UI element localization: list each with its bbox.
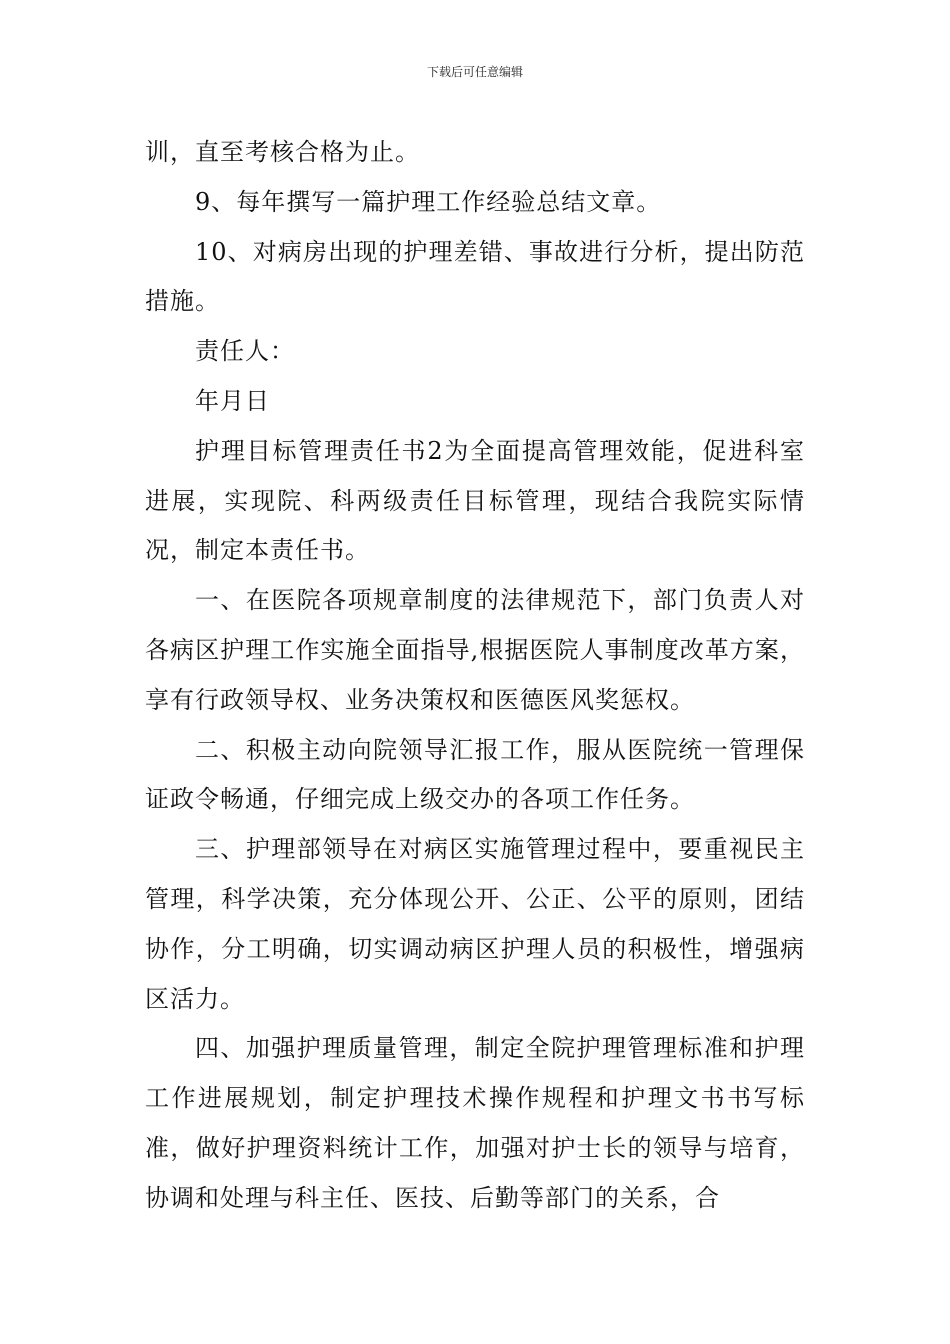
paragraph-section-4: 四、加强护理质量管理，制定全院护理管理标准和护理工作进展规划，制定护理技术操作规程和护理文书书写标准，做好护理资料统计工作，加强对护士长的领导与培育，协调和处理与科主任、医技、后勤等部门的关系，合 (145, 1034, 805, 1212)
responsible-person-line: 责任人： (195, 337, 295, 366)
paragraph-continuation: 训，直至考核合格为止。 (145, 138, 420, 166)
paragraph-item-10: 10、对病房出现的护理差错、事故进行分析，提出防范措施。 (145, 237, 805, 316)
paragraph-section-3: 三、护理部领导在对病区实施管理过程中，要重视民主管理，科学决策，充分体现公开、公正、公平的原则，团结协作，分工明确，切实调动病区护理人员的积极性，增强病区活力。 (145, 835, 805, 1013)
paragraph-section-1: 一、在医院各项规章制度的法律规范下，部门负责人对各病区护理工作实施全面指导,根据医院人事制度改革方案，享有行政领导权、业务决策权和医德医风奖惩权。 (145, 586, 805, 714)
paragraph-section-2: 二、积极主动向院领导汇报工作，服从医院统一管理保证政令畅通，仔细完成上级交办的各项工作任务。 (145, 735, 805, 814)
date-line: 年月日 (195, 386, 270, 415)
document-body (145, 128, 805, 1224)
paragraph-intro: 护理目标管理责任书2为全面提高管理效能，促进科室进展，实现院、科两级责任目标管理，现结合我院实际情况，制定本责任书。 (145, 436, 805, 565)
page-header-note: 下载后可任意编辑 (426, 65, 523, 79)
paragraph-item-9: 9、每年撰写一篇护理工作经验总结文章。 (195, 187, 662, 216)
